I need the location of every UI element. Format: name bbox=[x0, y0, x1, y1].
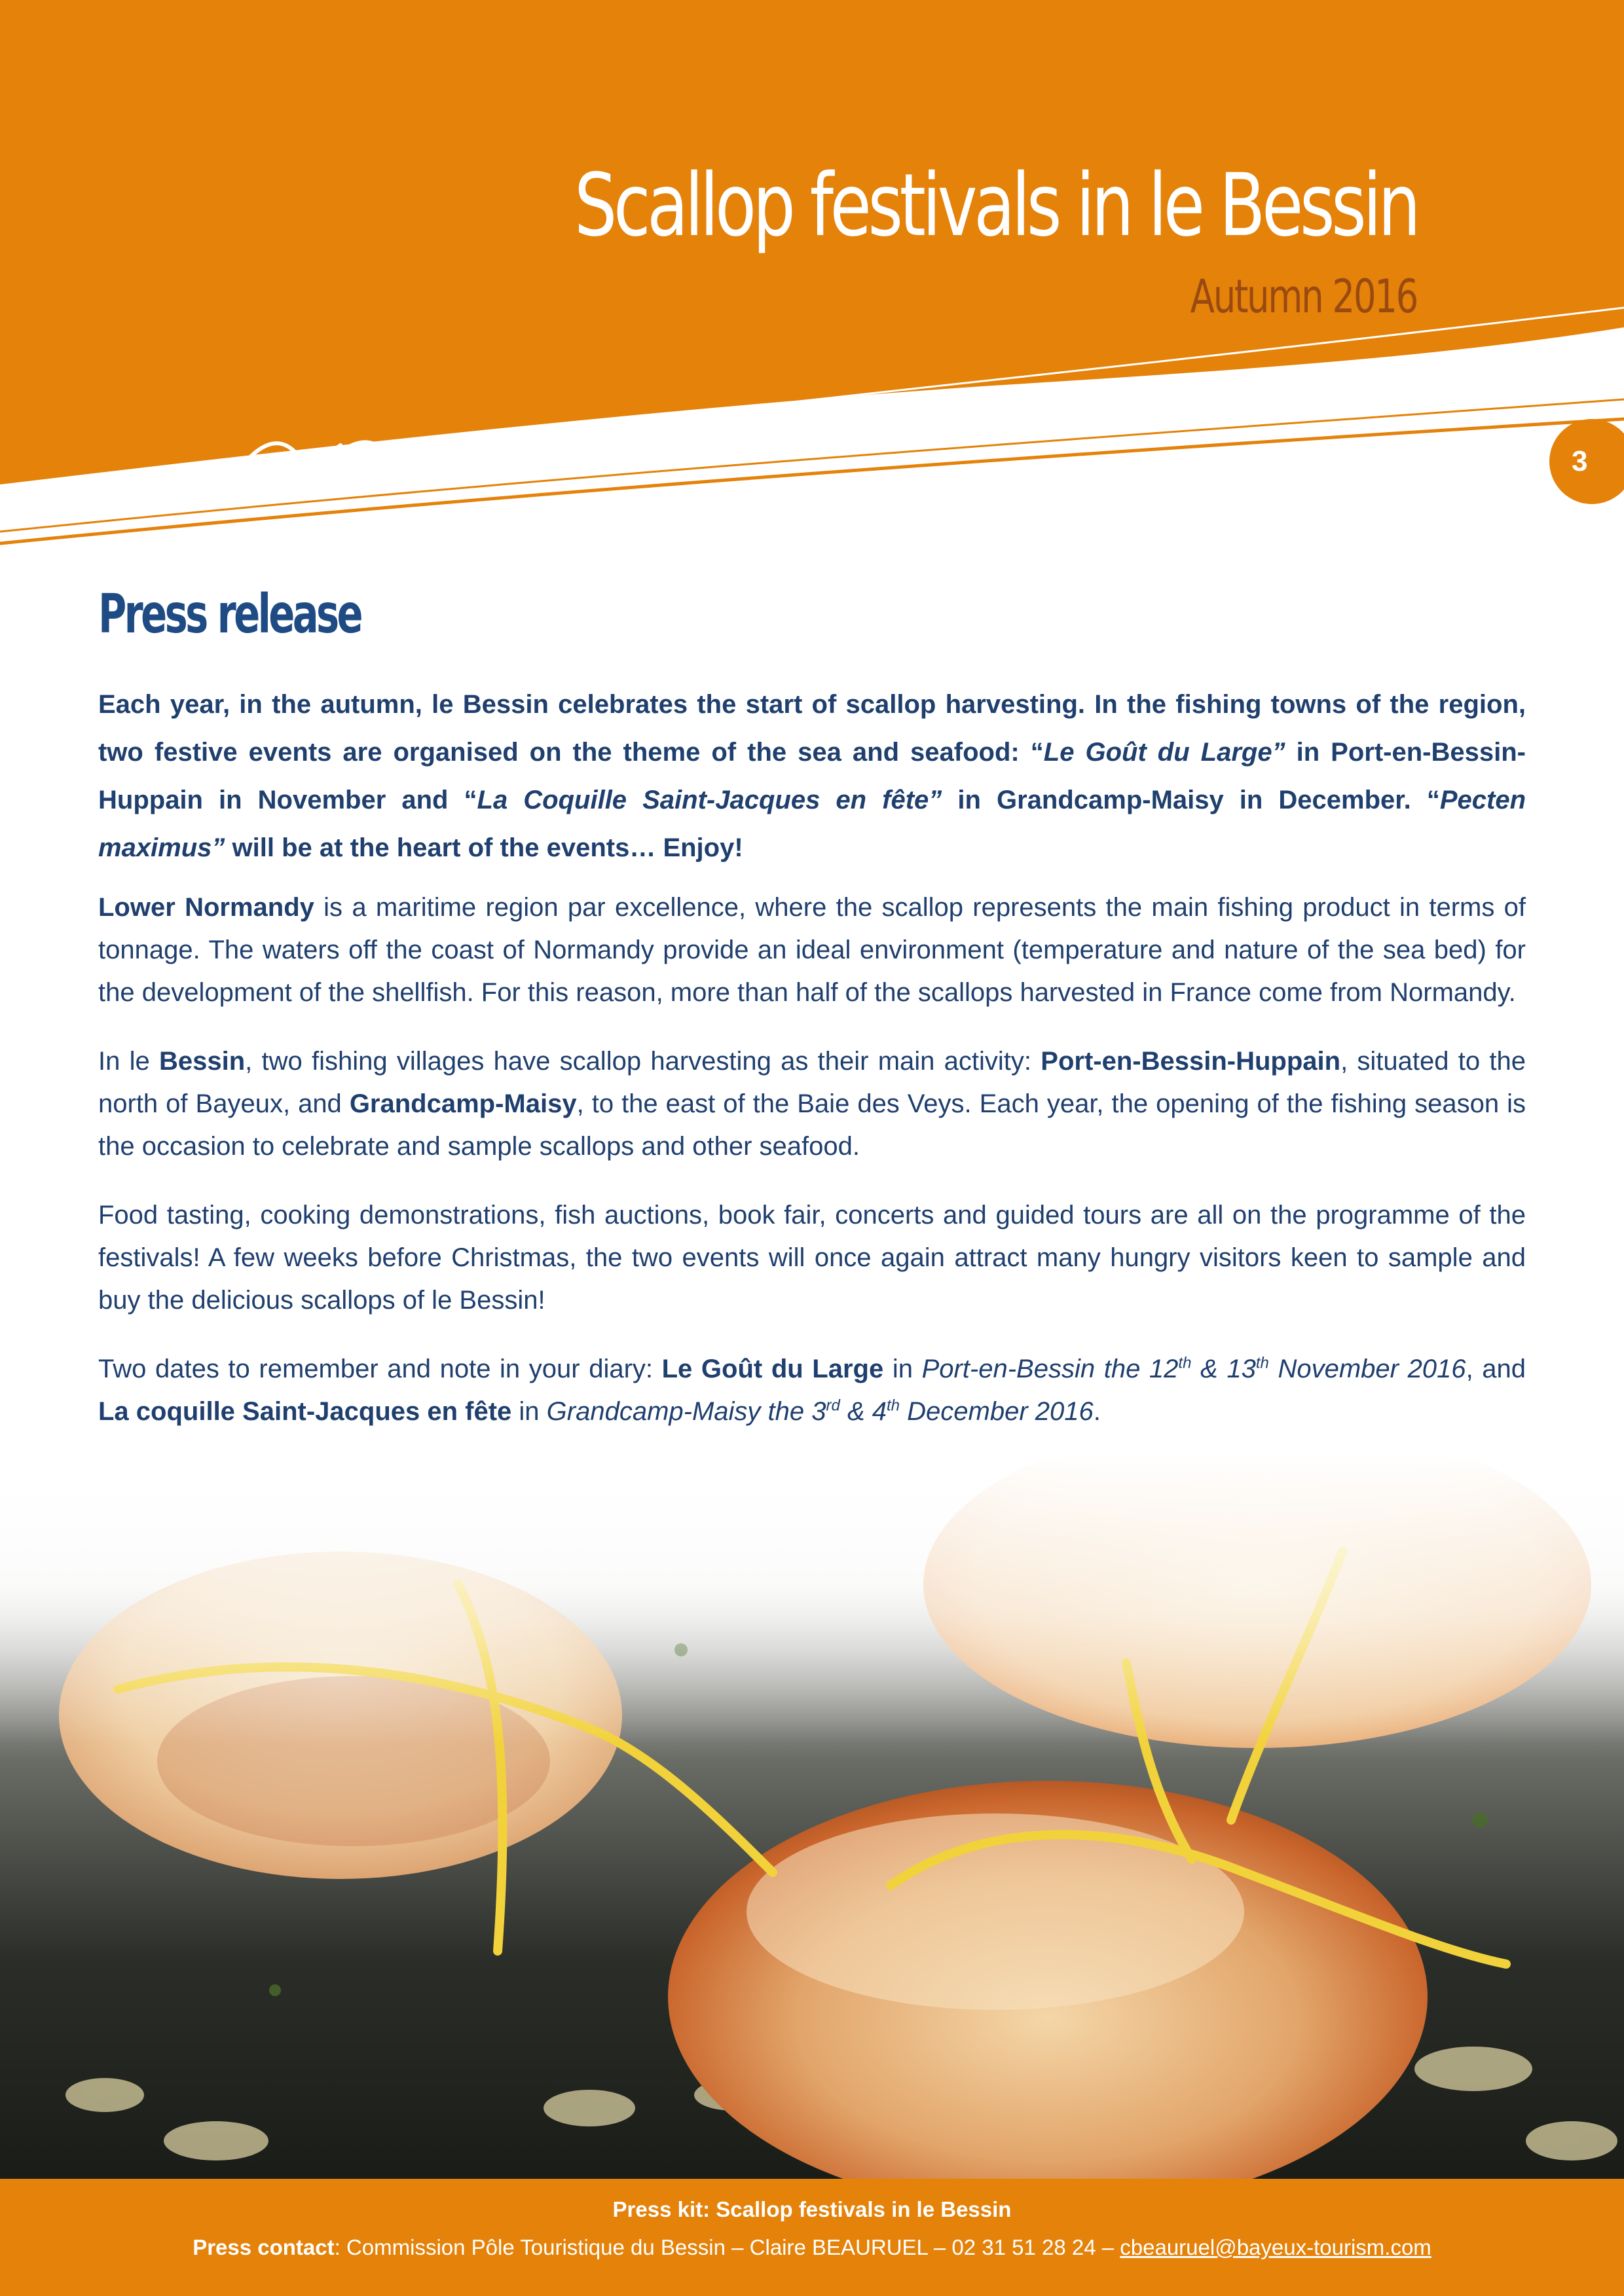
contact-details: : Commission Pôle Touristique du Bessin – Claire BEAURUEL – 02 31 51 28 24 – bbox=[334, 2235, 1120, 2259]
ordinal-suffix: th bbox=[1178, 1354, 1192, 1372]
paragraph-text: , two fishing villages have scallop harvesting as their main activity: bbox=[245, 1047, 1041, 1076]
body-content bbox=[98, 681, 1526, 1512]
footer-title: Press kit: Scallop festivals in le Bessin bbox=[612, 2197, 1012, 2221]
lead-paragraph bbox=[98, 681, 1526, 872]
ordinal-suffix: th bbox=[1255, 1354, 1269, 1372]
paragraph-text: in bbox=[511, 1397, 547, 1426]
date-text: November 2016 bbox=[1268, 1355, 1466, 1383]
lead-text: Each year, in the autumn, le Bessin celebrates the start of scallop harvesting. In the fishing towns of the region, two festive events are organised on the theme of the sea and seafood: “ bbox=[98, 690, 1526, 767]
paragraph-programme bbox=[98, 1194, 1526, 1322]
paragraph-normandy bbox=[98, 886, 1526, 1014]
ordinal-suffix: rd bbox=[826, 1396, 840, 1415]
paragraph-text: In le bbox=[98, 1047, 159, 1076]
festival-name-2: La Coquille Saint-Jacques en fête” bbox=[477, 786, 942, 814]
date-text: & 4 bbox=[840, 1397, 887, 1426]
contact-email-link[interactable]: cbeauruel@bayeux-tourism.com bbox=[1120, 2235, 1431, 2259]
lead-text: will be at the heart of the events… Enjoy! bbox=[225, 833, 743, 862]
date-text: Grandcamp-Maisy the 3 bbox=[546, 1397, 826, 1426]
paragraph-text: Food tasting, cooking demonstrations, fish auctions, book fair, concerts and guided tours are all on the programme of the festivals! A few weeks before Christmas, the two events will once again attract many hungry visitors keen to sample and buy the delicious scallops of le Bessin! bbox=[98, 1201, 1526, 1315]
event-name-2: La coquille Saint-Jacques en fête bbox=[98, 1397, 512, 1426]
page-number-badge: 3 bbox=[1549, 419, 1624, 504]
date-text: & 13 bbox=[1191, 1355, 1256, 1383]
scallops-photo bbox=[0, 1453, 1624, 2180]
paragraph-dates bbox=[98, 1348, 1526, 1433]
date-text: Port-en-Bessin the 12 bbox=[921, 1355, 1179, 1383]
event-name-1: Le Goût du Large bbox=[661, 1355, 884, 1383]
event-date-1 bbox=[922, 1355, 1466, 1383]
ordinal-suffix: th bbox=[887, 1396, 900, 1415]
village-name-1: Port-en-Bessin-Huppain bbox=[1041, 1047, 1341, 1076]
paragraph-text: , situated to the north of Bayeux, and bbox=[98, 1047, 1526, 1118]
section-title: Press release bbox=[98, 583, 361, 646]
footer bbox=[0, 2179, 1624, 2296]
paragraph-text: is a maritime region par excellence, where the scallop represents the main fishing product in terms of tonnage. The waters off the coast of Normandy provide an ideal environment (temperature and nature of the sea bed) for the development of the shellfish. For this reason, more than half of the scallops harvested in France come from Normandy. bbox=[98, 893, 1526, 1007]
paragraph-text: in bbox=[883, 1355, 922, 1383]
lead-text: in Grandcamp-Maisy in December. “ bbox=[942, 786, 1440, 814]
event-date-2 bbox=[547, 1397, 1094, 1426]
paragraph-text: , and bbox=[1466, 1355, 1526, 1383]
paragraph-text: Two dates to remember and note in your diary: bbox=[98, 1355, 662, 1383]
area-name: Bessin bbox=[159, 1047, 246, 1076]
lead-text: in Port-en-Bessin-Huppain in November and “ bbox=[98, 738, 1526, 814]
date-text: December 2016 bbox=[900, 1397, 1094, 1426]
header-title: Scallop festivals in le Bessin bbox=[574, 155, 1417, 256]
paragraph-bessin bbox=[98, 1040, 1526, 1168]
contact-label: Press contact bbox=[193, 2235, 335, 2259]
paragraph-text: , to the east of the Baie des Veys. Each year, the opening of the fishing season is the occasion to celebrate and sample scallops and other seafood. bbox=[98, 1089, 1526, 1161]
region-name: Lower Normandy bbox=[98, 893, 314, 922]
footer-contact bbox=[0, 2235, 1624, 2260]
header-subtitle: Autumn 2016 bbox=[1190, 270, 1417, 323]
species-name: Pecten maximus” bbox=[98, 786, 1526, 862]
festival-name-1: Le Goût du Large” bbox=[1043, 738, 1285, 767]
paragraph-text: . bbox=[1093, 1397, 1101, 1426]
village-name-2: Grandcamp-Maisy bbox=[349, 1089, 577, 1118]
